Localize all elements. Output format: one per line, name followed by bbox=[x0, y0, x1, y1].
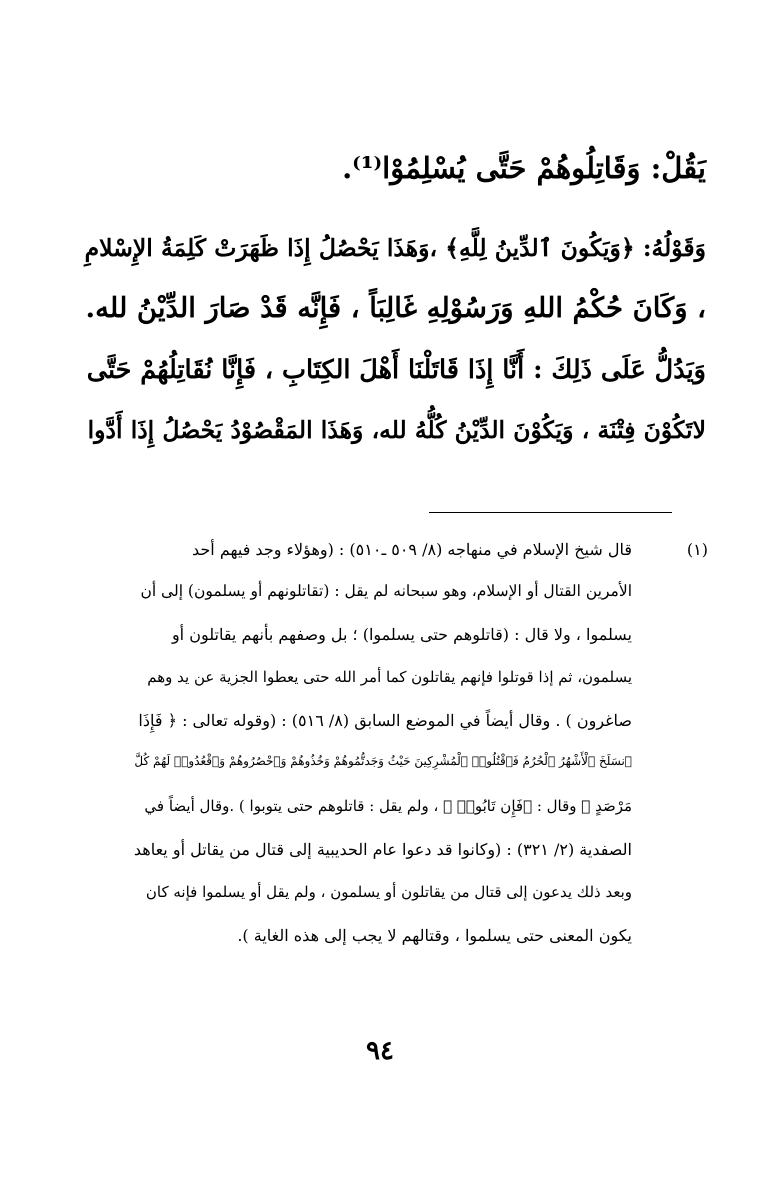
footnote-line-4: يسلمون، ثم إذا قوتلوا فإنهم يقاتلون كما أمر الله حتى يعطوا الجزية عن يد وهم bbox=[147, 668, 632, 686]
footnote-line-6: ٱنسَلَخَ ٱلْأَشْهُرُ ٱلْحُرُمُ فَٱقْتُلُوا۟ ٱلْمُشْرِكِينَ حَيْثُ وَجَدتُّمُوهُمْ وَخُذُوهُمْ وَٱحْصُرُوهُمْ وَٱقْعُدُوا۟ لَهُمْ كُلَّ bbox=[134, 754, 632, 768]
main-line-5: لاتَكُوْنَ فِتْنَة ، وَيَكُوْنَ الدِّيْنُ كُلُّهُ لله، وَهَذَا المَقْصُوْدُ يَحْصُلُ إِذَا أَدَّوا bbox=[87, 416, 706, 444]
page-number: ٩٤ bbox=[366, 1036, 394, 1066]
footnote-line-7: مَرْصَدٍ ﴾ وقال : ﴿فَإِن تَابُوا۟ ﴾ ، ولم يقل : قاتلوهم حتى يتوبوا ) .وقال أيضاً في bbox=[144, 797, 632, 815]
footnote-line-8: الصفدية (٢/ ٣٢١) : (وكانوا قد دعوا عام الحديبية إلى قتال من يقاتل أو يعاهد bbox=[133, 840, 632, 859]
main-line-2: وَقَوْلُهُ: ﴿وَيَكُونَ ٱلدِّينُ لِلَّهِ﴾ ،وَهَذَا يَحْصُلُ إِذَا ظَهَرَتْ كَلِمَةُ الإِسْلامِ bbox=[84, 234, 706, 262]
footnote-line-2: الأمرين القتال أو الإسلام، وهو سبحانه لم يقل : (تقاتلونهم أو يسلمون) إلى أن bbox=[140, 582, 632, 600]
footnote-line-5: صاغرون ) . وقال أيضاً في الموضع السابق (٨/ ٥١٦) : (وقوله تعالى : ﴿ فَإِذَا bbox=[138, 711, 632, 730]
footnote-line-10: يكون المعنى حتى يسلموا ، وقتالهم لا يجب إلى هذه الغاية ). bbox=[237, 926, 632, 945]
footnote-line-3: يسلموا ، ولا قال : (قاتلوهم حتى يسلموا) ؛ بل وصفهم بأنهم يقاتلون أو bbox=[171, 625, 632, 644]
footnote-number: (١) bbox=[686, 540, 708, 559]
main-line-1: يَقُلْ: وَقَاتِلُوهُمْ حَتَّى يُسْلِمُوْا⁽¹⁾. bbox=[342, 151, 706, 185]
main-line-4: وَيَدُلُّ عَلَى ذَلِكَ : أَنَّا إِذَا قَاتَلْنَا أَهْلَ الكِتَابِ ، فَإِنَّا نُقَاتِلُهُمْ حَتَّى bbox=[86, 355, 706, 385]
main-line-3: ، وَكَانَ حُكْمُ اللهِ وَرَسُوْلِهِ غَالِبَاً ، فَإِنَّه قَدْ صَارَ الدِّيْنُ لله. bbox=[85, 292, 706, 324]
footnote-line-9: وبعد ذلك يدعون إلى قتال من يقاتلون أو يسلمون ، ولم يقل أو يسلموا فإنه كان bbox=[145, 883, 632, 901]
footnote-line-1: قال شيخ الإسلام في منهاجه (٨/ ٥٠٩ ـ٥١٠) : (وهؤلاء وجد فيهم أحد bbox=[192, 540, 632, 559]
footnote-divider bbox=[429, 512, 672, 513]
